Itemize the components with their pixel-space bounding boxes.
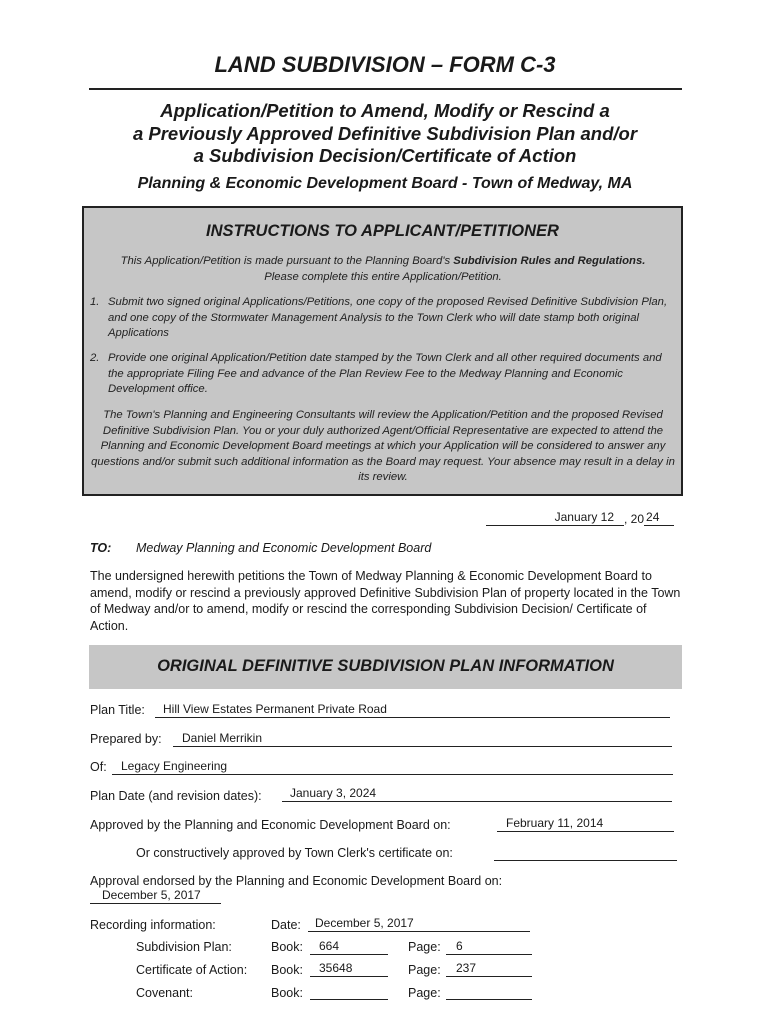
prepared-by-label: Prepared by: (90, 732, 162, 746)
application-date (486, 511, 674, 526)
date-year-prefix: , 20 (624, 512, 645, 526)
recording-date-label: Date: (271, 918, 301, 932)
prepared-by-field[interactable]: Daniel Merrikin (173, 731, 672, 747)
certificate-page-field[interactable]: 237 (446, 961, 532, 977)
consultants-note: The Town's Planning and Engineering Consultants will review the Application/Petition and the proposed Revised Definitive Subdivision Plan. You or your duly authorized Agent/Official Representative are expected to attend the Planning and Economic Development Board meetings at which your Application will be considered to answer any questions and/or submit such additional information as the Board may request. Your absence may result in a delay in its review. (91, 409, 675, 483)
to-recipient: Medway Planning and Economic Development Board (136, 541, 432, 555)
subdivision-plan-label: Subdivision Plan: (136, 940, 232, 954)
instructions-heading: INSTRUCTIONS TO APPLICANT/PETITIONER (206, 222, 559, 240)
endorsed-label: Approval endorsed by the Planning and Economic Development Board on: (90, 874, 503, 888)
form-title: LAND SUBDIVISION – FORM C-3 (214, 52, 556, 77)
subdivision-plan-book-field[interactable]: 664 (310, 939, 388, 955)
book-label: Book: (271, 986, 303, 1000)
subdivision-plan-page-field[interactable]: 6 (446, 939, 532, 955)
instructions-intro (90, 254, 676, 285)
covenant-page-field[interactable] (446, 984, 532, 1000)
title-divider (89, 88, 682, 90)
certificate-of-action-label: Certificate of Action: (136, 963, 248, 977)
page-label: Page: (408, 963, 441, 977)
book-label: Book: (271, 963, 303, 977)
item-number: 1. (90, 296, 100, 308)
plan-title-label: Plan Title: (90, 703, 145, 717)
of-label: Of: (90, 760, 107, 774)
page-label: Page: (408, 986, 441, 1000)
item-number: 2. (90, 352, 100, 364)
intro-text: This Application/Petition is made pursuant to the Planning Board's (120, 255, 454, 267)
constructive-approval-label: Or constructively approved by Town Clerk's certificate on: (136, 846, 453, 860)
recording-date-field[interactable]: December 5, 2017 (308, 916, 530, 932)
certificate-book-field[interactable]: 35648 (310, 961, 388, 977)
item-text: Submit two signed original Applications/Petitions, one copy of the proposed Revised Definitive Subdivision Plan, and one copy of the Stormwater Management Analysis to the Town Clerk who will date stamp both original Applications (108, 296, 668, 339)
date-month-day-field[interactable]: January 12 (486, 511, 624, 526)
section-title: ORIGINAL DEFINITIVE SUBDIVISION PLAN INFORMATION (157, 657, 614, 675)
subtitle-line: a Subdivision Decision/Certificate of Action (193, 145, 577, 166)
covenant-book-field[interactable] (310, 984, 388, 1000)
to-label: TO: (90, 541, 112, 555)
recording-label: Recording information: (90, 918, 216, 932)
approved-date-field[interactable]: February 11, 2014 (497, 816, 674, 832)
approved-label: Approved by the Planning and Economic Development Board on: (90, 818, 451, 832)
date-year-field[interactable]: 24 (644, 511, 674, 526)
book-label: Book: (271, 940, 303, 954)
constructive-approval-field[interactable] (494, 845, 677, 861)
plan-title-field[interactable]: Hill View Estates Permanent Private Road (155, 702, 670, 718)
subtitle-line: a Previously Approved Definitive Subdivision Plan and/or (132, 122, 638, 144)
form-subtitle (60, 100, 710, 168)
of-field[interactable]: Legacy Engineering (112, 759, 673, 775)
item-text: Provide one original Application/Petition date stamped by the Town Clerk and all other required documents and the appropriate Filing Fee and advance of the Plan Review Fee to the Medway Planning and Economic Development office. (108, 352, 662, 395)
board-name: Planning & Economic Development Board - Town of Medway, MA (137, 175, 633, 192)
covenant-label: Covenant: (136, 986, 193, 1000)
plan-date-label: Plan Date (and revision dates): (90, 789, 262, 803)
plan-date-field[interactable]: January 3, 2024 (282, 786, 672, 802)
page-label: Page: (408, 940, 441, 954)
intro-line2: Please complete this entire Application/Petition. (264, 270, 502, 283)
subtitle-line: Application/Petition to Amend, Modify or Rescind a (160, 100, 610, 121)
endorsed-date-field[interactable]: December 5, 2017 (90, 888, 221, 904)
rules-reference: Subdivision Rules and Regulations. (453, 255, 646, 267)
petition-statement: The undersigned herewith petitions the Town of Medway Planning & Economic Development Board to amend, modify or rescind a previously approved Definitive Subdivision Plan of property located in the Town of Medway and/or to amend, modify or rescind the corresponding Subdivision Decision/ Certificate of Action. (90, 569, 681, 633)
